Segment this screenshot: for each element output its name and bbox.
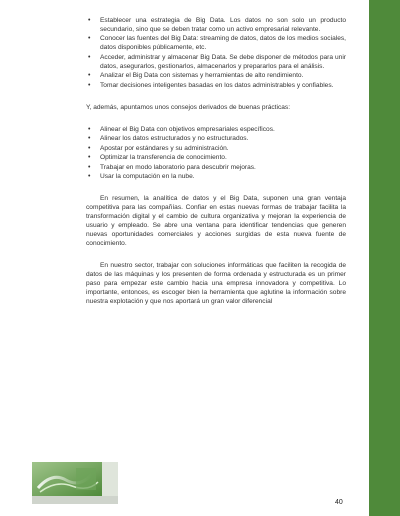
- best-practices-list: [86, 125, 346, 182]
- green-side-bar: [369, 0, 400, 516]
- list-item: • Alinear los datos estructurados y no estructurados.: [86, 134, 346, 143]
- list-item: • Alinear el Big Data con objetivos empresariales específicos.: [86, 125, 346, 134]
- page-content: [86, 16, 346, 306]
- list-item: • Establecer una estrategia de Big Data. Los datos no son solo un producto secundario, sino que se deben tratar como un activo empresarial relevante.: [86, 16, 346, 34]
- list-item: • Analizar el Big Data con sistemas y herramientas de alto rendimiento.: [86, 71, 346, 80]
- list-item: • Tomar decisiones inteligentes basadas en los datos administrables y confiables.: [86, 81, 346, 90]
- summary-paragraph: En resumen, la analítica de datos y el Big Data, suponen una gran ventaja competitiva para las compañías. Confiar en estas nuevas formas de trabajar facilita la transformación digital y el cambio de cultura organizativa y mejoran la experiencia de usuario y empleado. Se abre una ventana para identificar tendencias que generen nuevas oportunidades comerciales y acciones surgidas de esta nueva fuente de conocimiento.: [86, 195, 346, 248]
- list-item: • Optimizar la transferencia de conocimiento.: [86, 153, 346, 162]
- page-number: 40: [335, 499, 343, 506]
- logo-image: [32, 462, 118, 504]
- list-item: • Usar la computación en la nube.: [86, 172, 346, 181]
- big-data-steps-list: [86, 16, 346, 90]
- list-item: • Trabajar en modo laboratorio para descubrir mejoras.: [86, 163, 346, 172]
- list-item: • Apostar por estándares y su administración.: [86, 144, 346, 153]
- list-item: • Acceder, administrar y almacenar Big Data. Se debe disponer de métodos para unir datos, asegurarlos, gestionarlos, almacenarlos y prepararlos para el análisis.: [86, 53, 346, 71]
- best-practices-intro: Y, además, apuntamos unos consejos derivados de buenas prácticas:: [86, 103, 291, 111]
- sector-paragraph: En nuestro sector, trabajar con soluciones informáticas que faciliten la recogida de datos de las máquinas y los presenten de forma ordenada y estructurada es un primer paso para empezar este cambio hacia una empresa innovadora y competitiva. Lo importante, entonces, es escoger bien la herramienta que aglutine la información sobre nuestra explotación y que nos aportará un gran valor diferencial: [86, 262, 346, 306]
- list-item: • Conocer las fuentes del Big Data: streaming de datos, datos de los medios sociales, datos disponibles públicamente, etc.: [86, 34, 346, 52]
